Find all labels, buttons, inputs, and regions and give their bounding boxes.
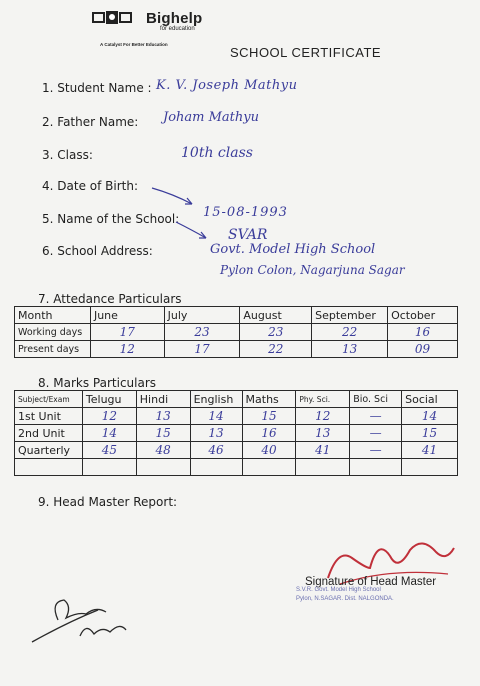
school-address-line1: Govt. Model High School — [210, 242, 376, 257]
col-august: August — [240, 307, 312, 324]
row-label: Quarterly — [15, 442, 83, 459]
table-row — [15, 324, 458, 341]
cell: 23 — [164, 324, 240, 341]
col-month: Month — [15, 307, 91, 324]
row-label: 1st Unit — [15, 408, 83, 425]
cell: — — [350, 442, 402, 459]
cell: 09 — [388, 341, 458, 358]
cell: 23 — [240, 324, 312, 341]
cell: 12 — [296, 408, 350, 425]
col-july: July — [164, 307, 240, 324]
cell: 12 — [90, 341, 164, 358]
class-label: 3. Class: — [42, 148, 93, 162]
cell: — — [350, 425, 402, 442]
attendance-header-row — [15, 307, 458, 324]
col-september: September — [312, 307, 388, 324]
cell: 16 — [242, 425, 296, 442]
col-june: June — [90, 307, 164, 324]
cell — [190, 459, 242, 476]
father-name-label: 2. Father Name: — [42, 115, 139, 129]
bighelp-logo-icon — [92, 10, 132, 26]
dob-label: 4. Date of Birth: — [42, 179, 138, 193]
cell — [136, 459, 190, 476]
cell: 14 — [82, 425, 136, 442]
col-hindi: Hindi — [136, 391, 190, 408]
student-name-label: 1. Student Name : — [42, 81, 152, 95]
marks-header-row — [15, 391, 458, 408]
table-row — [15, 459, 458, 476]
cell — [82, 459, 136, 476]
cell: 46 — [190, 442, 242, 459]
signature-caption: Signature of Head Master — [305, 576, 437, 588]
cell: — — [350, 408, 402, 425]
cell: 22 — [312, 324, 388, 341]
logo-subtitle: for education — [160, 26, 195, 32]
table-row — [15, 341, 458, 358]
col-october: October — [388, 307, 458, 324]
school-name-value: SVAR — [228, 227, 268, 243]
col-social: Social — [402, 391, 458, 408]
cell: 12 — [82, 408, 136, 425]
school-name-label: 5. Name of the School: — [42, 212, 180, 226]
dob-value: 15-08-1993 — [203, 205, 288, 220]
certificate-title: SCHOOL CERTIFICATE — [230, 45, 382, 60]
cell — [402, 459, 458, 476]
marks-heading: 8. Marks Particulars — [38, 376, 157, 390]
head-master-report-label: 9. Head Master Report: — [38, 495, 178, 509]
cell: 14 — [402, 408, 458, 425]
cell: 13 — [296, 425, 350, 442]
logo-name: Bighelp — [146, 10, 203, 27]
tagline: A Catalyst For Better Education — [100, 42, 168, 47]
table-row — [15, 425, 458, 442]
handwritten-arrows — [148, 184, 218, 240]
cell: 17 — [164, 341, 240, 358]
cell — [350, 459, 402, 476]
row-label: Working days — [15, 324, 91, 341]
cell: 45 — [82, 442, 136, 459]
table-row — [15, 442, 458, 459]
cell: 41 — [296, 442, 350, 459]
col-telugu: Telugu — [82, 391, 136, 408]
cell — [242, 459, 296, 476]
row-label: Present days — [15, 341, 91, 358]
stamp-line1: S.V.R. Govt. Model High School — [296, 587, 381, 593]
attendance-table — [14, 306, 458, 358]
cell: 14 — [190, 408, 242, 425]
cell — [296, 459, 350, 476]
cell: 13 — [190, 425, 242, 442]
table-row — [15, 408, 458, 425]
col-english: English — [190, 391, 242, 408]
student-name-value: K. V. Joseph Mathyu — [156, 78, 298, 93]
stamp-line2: Pylon, N.SAGAR. Dist. NALGONDA. — [296, 596, 394, 602]
class-value: 10th class — [181, 145, 253, 161]
father-name-value: Joham Mathyu — [163, 110, 259, 125]
col-bio-sci: Bio. Sci — [350, 391, 402, 408]
school-address-line2: Pylon Colon, Nagarjuna Sagar — [220, 263, 405, 277]
row-label: 2nd Unit — [15, 425, 83, 442]
cell: 17 — [90, 324, 164, 341]
row-label — [15, 459, 83, 476]
attendance-heading: 7. Attedance Particulars — [38, 292, 182, 306]
cell: 22 — [240, 341, 312, 358]
cell: 13 — [136, 408, 190, 425]
cell: 13 — [312, 341, 388, 358]
marks-table — [14, 390, 458, 476]
school-stamp — [296, 586, 394, 604]
cell: 15 — [402, 425, 458, 442]
col-phy-sci: Phy. Sci. — [296, 391, 350, 408]
cell: 48 — [136, 442, 190, 459]
col-maths: Maths — [242, 391, 296, 408]
cell: 16 — [388, 324, 458, 341]
cell: 15 — [136, 425, 190, 442]
col-subject-exam: Subject/Exam — [15, 391, 83, 408]
cell: 15 — [242, 408, 296, 425]
school-address-label: 6. School Address: — [42, 244, 153, 258]
officer-signature — [28, 592, 138, 652]
cell: 41 — [402, 442, 458, 459]
cell: 40 — [242, 442, 296, 459]
